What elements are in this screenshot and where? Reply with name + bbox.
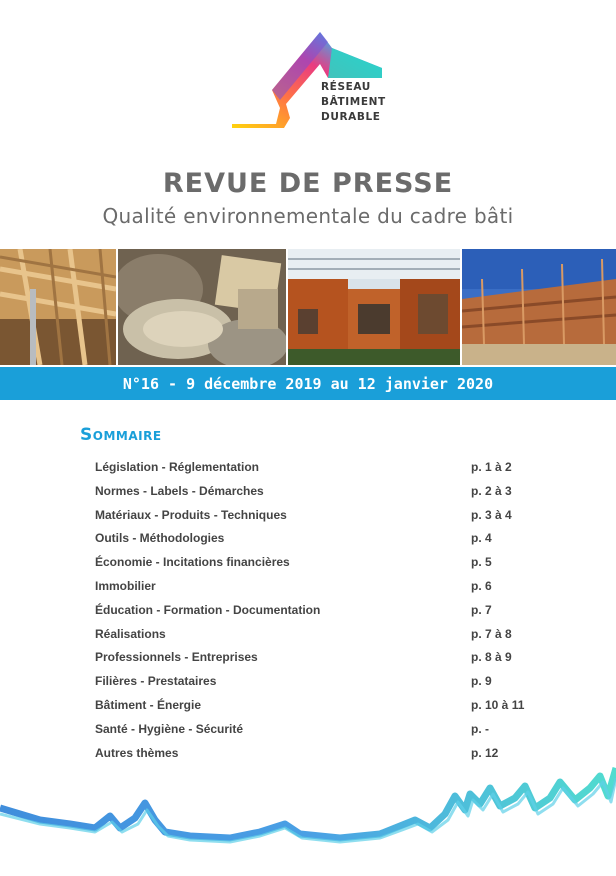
toc-row[interactable] — [95, 529, 555, 553]
toc-label: Réalisations — [95, 626, 166, 641]
toc-row[interactable] — [95, 672, 555, 696]
toc-label: Professionnels - Entreprises — [95, 650, 258, 665]
table-of-contents — [95, 458, 555, 767]
photo-timber-frame — [0, 249, 116, 365]
toc-row[interactable] — [95, 577, 555, 601]
toc-row[interactable] — [95, 648, 555, 672]
toc-page: p. 5 — [471, 555, 492, 570]
toc-label: Matériaux - Produits - Techniques — [95, 507, 287, 522]
toc-page: p. 9 — [471, 674, 492, 689]
toc-page: p. 2 à 3 — [471, 483, 512, 498]
toc-row[interactable] — [95, 696, 555, 720]
logo-line-3: DURABLE — [321, 111, 381, 123]
photo-courtyard-building — [288, 249, 460, 365]
toc-label: Bâtiment - Énergie — [95, 697, 202, 712]
page-subtitle: Qualité environnementale du cadre bâti — [102, 204, 514, 228]
toc-row[interactable] — [95, 458, 555, 482]
toc-label: Outils - Méthodologies — [95, 531, 225, 546]
toc-label: Normes - Labels - Démarches — [95, 483, 264, 498]
issue-banner — [0, 367, 616, 400]
toc-label: Éducation - Formation - Documentation — [95, 602, 321, 617]
toc-row[interactable] — [95, 506, 555, 530]
toc-page: p. 7 — [471, 602, 492, 617]
toc-label: Filières - Prestataires — [95, 674, 217, 689]
toc-row[interactable] — [95, 482, 555, 506]
skyline-ribbon-decoration — [0, 758, 616, 868]
toc-page: p. 10 à 11 — [471, 697, 525, 712]
toc-page: p. 7 à 8 — [471, 626, 512, 641]
photo-insulation-materials — [118, 249, 286, 365]
toc-page: p. 12 — [471, 745, 499, 760]
toc-page: p. 8 à 9 — [471, 650, 512, 665]
toc-row[interactable] — [95, 553, 555, 577]
sommaire-heading: Sommaire — [80, 425, 162, 445]
toc-row[interactable] — [95, 720, 555, 744]
toc-label: Législation - Réglementation — [95, 460, 260, 474]
toc-label: Autres thèmes — [95, 745, 179, 760]
toc-label: Économie - Incitations financières — [95, 555, 290, 570]
toc-page: p. - — [471, 721, 489, 736]
toc-row[interactable] — [95, 625, 555, 649]
reseau-batiment-durable-logo — [228, 28, 388, 132]
toc-row[interactable] — [95, 601, 555, 625]
toc-page: p. 6 — [471, 578, 492, 593]
logo-line-2: BÂTIMENT — [321, 96, 386, 108]
issue-date-text: N°16 - 9 décembre 2019 au 12 janvier 2020 — [122, 375, 494, 393]
photo-wooden-terraces — [462, 249, 616, 365]
toc-page: p. 3 à 4 — [471, 507, 512, 522]
toc-label: Santé - Hygiène - Sécurité — [95, 721, 244, 736]
page-title: REVUE DE PRESSE — [162, 168, 454, 199]
photo-strip — [0, 249, 616, 365]
toc-page: p. 1 à 2 — [471, 460, 512, 474]
logo-line-1: RÉSEAU — [321, 81, 371, 93]
toc-label: Immobilier — [95, 578, 156, 593]
toc-page: p. 4 — [471, 531, 492, 546]
